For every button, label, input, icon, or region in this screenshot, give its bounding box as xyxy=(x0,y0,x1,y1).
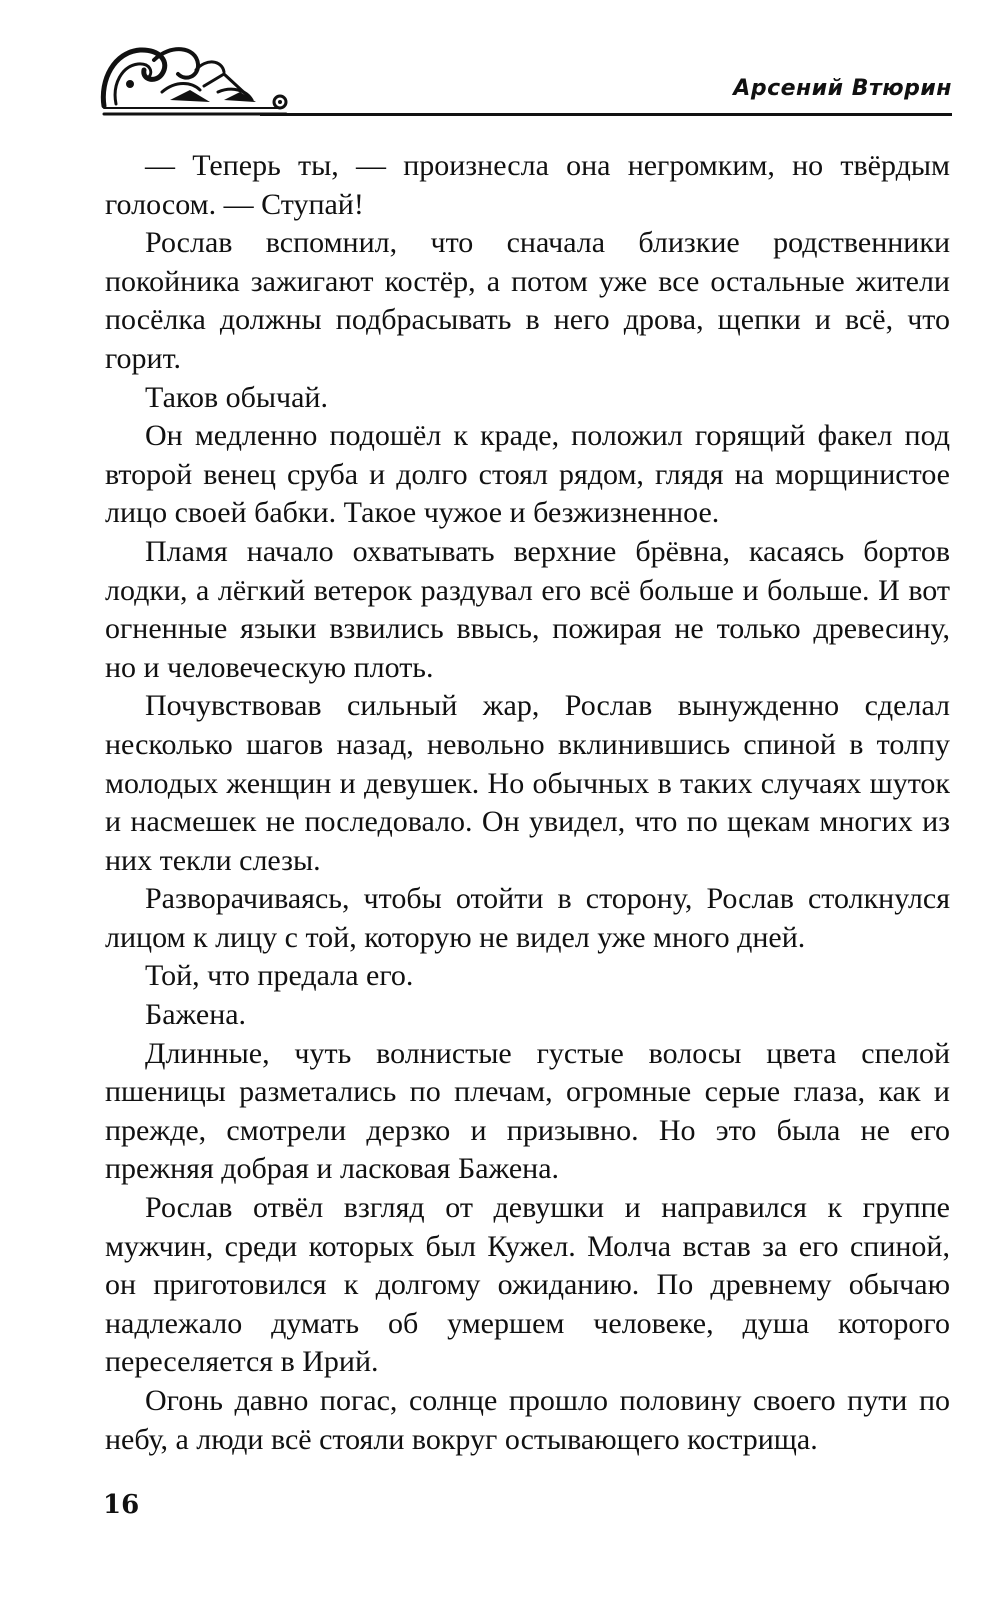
paragraph: Он медленно подошёл к краде, положил горящий факел под второй венец сруба и долго стоял рядом, глядя на морщинистое лицо своей бабки. Такое чужое и безжизненное. xyxy=(105,419,950,530)
paragraph: Длинные, чуть волнистые густые волосы цвета спелой пшеницы разметались по плечам, огромные серые глаза, как и прежде, смотрели дерзко и призывно. Но это была не его прежняя добрая и ласковая Бажена. xyxy=(105,1036,950,1186)
page-number: 16 xyxy=(103,1490,140,1520)
paragraph: Той, что предала его. xyxy=(145,959,414,993)
paragraph: Разворачиваясь, чтобы отойти в сторону, Рослав столкнулся лицом к лицу с той, которую не видел уже много дней. xyxy=(105,882,950,954)
paragraph: Рослав отвёл взгляд от девушки и направился к группе мужчин, среди которых был Кужел. Молча встав за его спиной, он приготовился к долгому ожиданию. По древнему обычаю надлежало думать об умершем человеке, душа которого переселяется в Ирий. xyxy=(105,1191,950,1379)
paragraph: — Теперь ты, — произнесла она негромким, но твёрдым голосом. — Ступай! xyxy=(105,149,950,221)
paragraph: Рослав вспомнил, что сначала близкие родственники покойника зажигают костёр, а потом уже все остальные жители посёлка должны подбрасывать в него дрова, щепки и всё, что горит. xyxy=(105,226,950,375)
paragraph: Огонь давно погас, солнце прошло половину своего пути по небу, а люди всё стояли вокруг остывающего кострища. xyxy=(105,1384,950,1456)
paragraph: Пламя начало охватывать верхние брёвна, касаясь бортов лодки, а лёгкий ветерок раздувал его всё больше и больше. И вот огненные языки взвились ввысь, пожирая не только древесину, но и человеческую плоть. xyxy=(105,534,950,684)
page-header xyxy=(100,40,952,120)
header-rule xyxy=(260,113,952,116)
paragraph: Бажена. xyxy=(145,998,247,1032)
paragraph: Таков обычай. xyxy=(145,380,328,414)
running-title: Арсений Втюрин xyxy=(733,76,952,101)
scroll-ornament-icon xyxy=(100,40,290,120)
paragraph: Почувствовав сильный жар, Рослав вынужденно сделал несколько шагов назад, невольно вклинившись спиной в толпу молодых женщин и девушек. Но обычных в таких случаях шуток и насмешек не последовало. Он увидел, что по щекам многих из них текли слезы. xyxy=(105,689,950,877)
body-text xyxy=(105,147,950,1459)
